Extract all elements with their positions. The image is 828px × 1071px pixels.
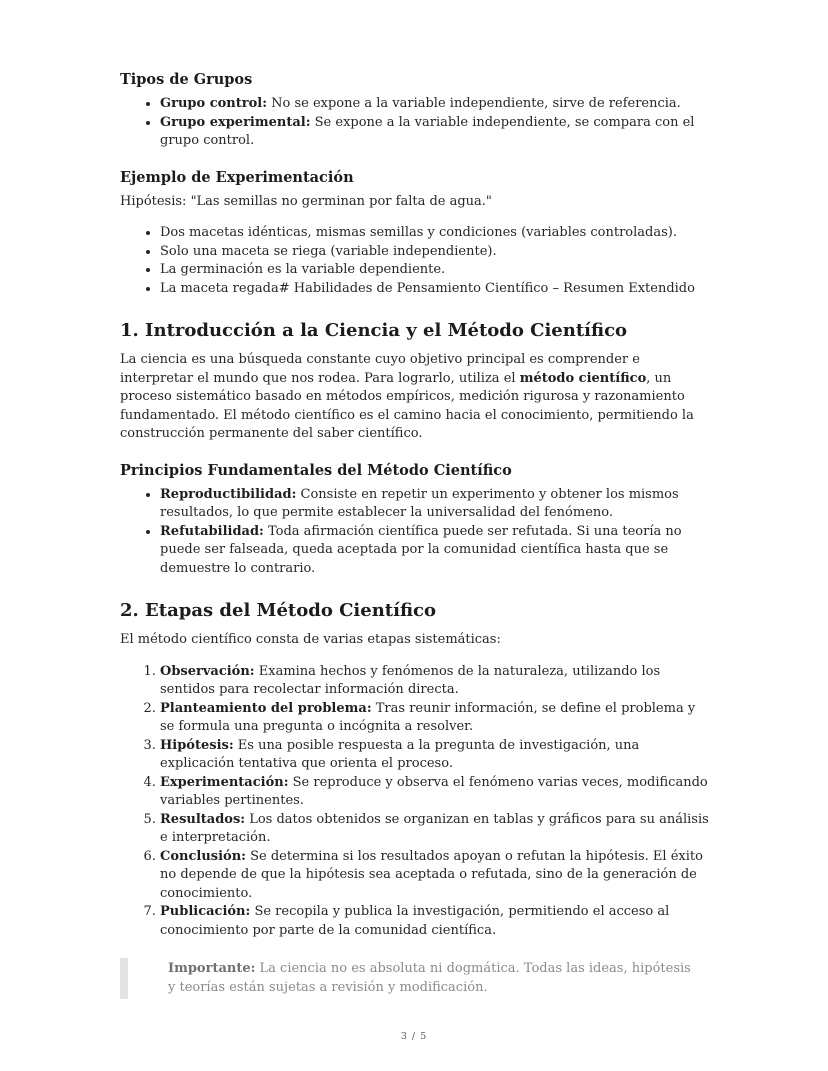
list-item [160, 523, 712, 579]
step-item-text: Se reproduce y observa el fenómeno varias veces, modificando variables pertinentes. [160, 774, 708, 808]
heading-introduccion: 1. Introducción a la Ciencia y el Método Científico [120, 320, 628, 341]
step-item-text: Es una posible respuesta a la pregunta de investigación, una explicación tentativa que orienta el proceso. [160, 737, 640, 771]
list-item [160, 95, 712, 114]
step-item-lead: Conclusión: [160, 848, 246, 864]
step-item-lead: Publicación: [160, 904, 251, 919]
heading-ejemplo-experimentacion: Ejemplo de Experimentación [120, 168, 354, 186]
step-item [160, 811, 712, 848]
list-item-text: No se expone a la variable independiente, sirve de referencia. [267, 96, 681, 111]
list-item-lead: Grupo experimental: [160, 114, 311, 130]
step-item-text: Los datos obtenidos se organizan en tablas y gráficos para su análisis e interpretación. [160, 811, 709, 845]
list-item-lead: Grupo control: [160, 96, 267, 111]
callout-accent-bar [120, 958, 128, 999]
paragraph-text: La ciencia es una búsqueda constante cuyo objetivo principal es comprender e interpretar el mundo que nos rodea. Para lograrlo, utiliza el [120, 352, 640, 386]
etapas-steps-list [120, 663, 712, 941]
list-item-text: La maceta regada# Habilidades de Pensamiento Científico – Resumen Extendido [160, 280, 695, 296]
tipos-de-grupos-list [120, 95, 712, 151]
document-content [120, 70, 712, 999]
list-item [160, 261, 712, 280]
list-item [160, 243, 712, 262]
step-item [160, 663, 712, 700]
step-item [160, 737, 712, 774]
list-item-text: Dos macetas idénticas, mismas semillas y condiciones (variables controladas). [160, 225, 677, 240]
list-item [160, 486, 712, 523]
callout-lead: Importante: [168, 961, 256, 976]
important-callout [120, 958, 712, 999]
step-item-text: Tras reunir información, se define el problema y se formula una pregunta o incógnita a resolver. [160, 700, 696, 734]
page-number: 3 / 5 [400, 1031, 428, 1042]
step-item-text: Se determina si los resultados apoyan o refutan la hipótesis. El éxito no depende de que la hipótesis sea aceptada o refutada, sino de la generación de conocimiento. [160, 848, 703, 901]
step-item [160, 700, 712, 737]
step-item [160, 848, 712, 904]
ejemplo-list [120, 224, 712, 298]
heading-principios: Principios Fundamentales del Método Científico [120, 461, 512, 479]
step-item-lead: Planteamiento del problema: [160, 700, 372, 716]
step-item-lead: Experimentación: [160, 774, 289, 790]
list-item-text: Solo una maceta se riega (variable independiente). [160, 243, 497, 259]
principios-list [120, 486, 712, 579]
heading-etapas: 2. Etapas del Método Científico [120, 600, 437, 621]
heading-tipos-de-grupos: Tipos de Grupos [120, 71, 253, 88]
step-item [160, 774, 712, 811]
etapas-intro-paragraph: El método científico consta de varias etapas sistemáticas: [120, 632, 501, 647]
list-item-lead: Refutabilidad: [160, 523, 264, 539]
list-item [160, 280, 712, 299]
step-item-lead: Observación: [160, 663, 255, 679]
list-item [160, 224, 712, 243]
callout-text [128, 958, 712, 999]
paragraph-bold-text: método científico [519, 370, 647, 386]
list-item-text: La germinación es la variable dependiente. [160, 262, 446, 277]
step-item-lead: Resultados: [160, 811, 246, 827]
list-item-text: Toda afirmación científica puede ser refutada. Si una teoría no puede ser falseada, queda aceptada por la comunidad científica hasta que se demuestre lo contrario. [160, 523, 682, 576]
step-item-text: Examina hechos y fenómenos de la naturaleza, utilizando los sentidos para recolectar información directa. [160, 663, 661, 697]
hipotesis-paragraph: Hipótesis: "Las semillas no germinan por falta de agua." [120, 193, 492, 209]
step-item-text: Se recopila y publica la investigación, permitiendo el acceso al conocimiento por parte de la comunidad científica. [160, 904, 670, 938]
list-item [160, 114, 712, 151]
list-item-lead: Reproductibilidad: [160, 486, 297, 502]
list-item-text: Se expone a la variable independiente, se compara con el grupo control. [160, 114, 695, 148]
paragraph-text: , un proceso sistemático basado en métodos empíricos, medición rigurosa y razonamiento fundamentado. El método científico es el camino hacia el conocimiento, permitiendo la construcción permanente del saber científico. [120, 370, 694, 441]
step-item [160, 903, 712, 940]
introduccion-paragraph [120, 351, 712, 444]
step-item-lead: Hipótesis: [160, 737, 234, 753]
list-item-text: Consiste en repetir un experimento y obtener los mismos resultados, lo que permite establecer la universalidad del fenómeno. [160, 486, 679, 520]
callout-body-text: La ciencia no es absoluta ni dogmática. Todas las ideas, hipótesis y teorías están sujetas a revisión y modificación. [168, 961, 691, 995]
